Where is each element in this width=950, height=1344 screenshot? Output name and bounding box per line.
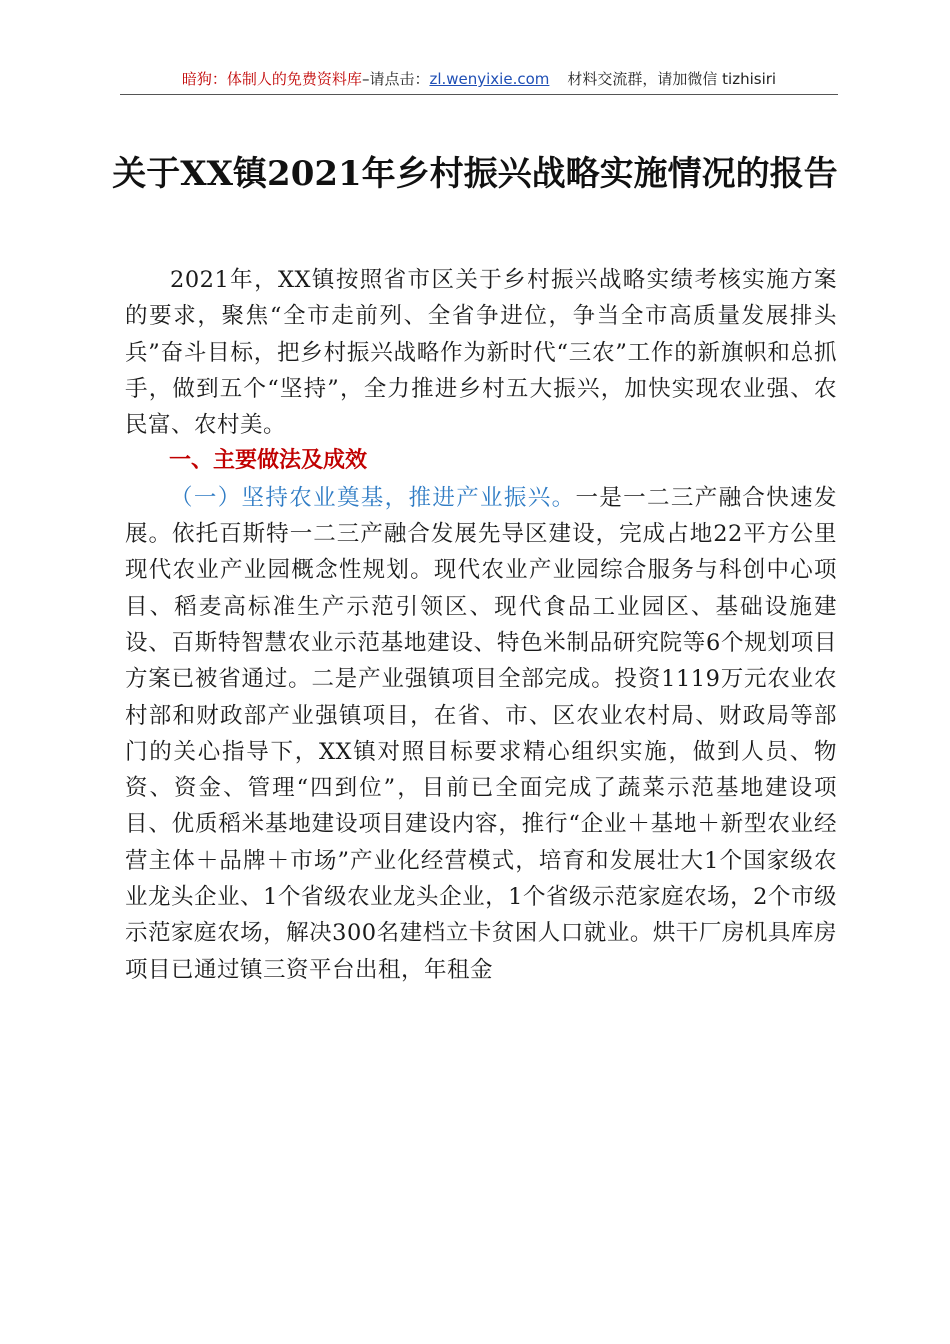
- intro-paragraph: 2021年，XX镇按照省市区关于乡村振兴战略实绩考核实施方案的要求，聚焦“全市走前列、全省争进位，争当全市高质量发展排头兵”奋斗目标，把乡村振兴战略作为新时代“三农”工作的新旗帜和总抓手，做到五个“坚持”，全力推进乡村五大振兴，加快实现农业强、农民富、农村美。: [125, 267, 837, 439]
- header-website-link[interactable]: zl.wenyixie.com: [429, 70, 550, 88]
- document-title: 关于XX镇2021年乡村振兴战略实施情况的报告: [112, 154, 838, 194]
- subsection-paragraph: [125, 480, 837, 988]
- document-body: [125, 262, 837, 988]
- subsection-text: 一是一二三产融合快速发展。依托百斯特一二三产融合发展先导区建设，完成占地22平方公里现代农业产业园概念性规划。现代农业产业园综合服务与科创中心项目、稻麦高标准生产示范引领区、现代食品工业园区、基础设施建设、百斯特智慧农业示范基地建设、特色米制品研究院等6个规划项目方案已被省通过。二是产业强镇项目全部完成。投资1119万元农业农村部和财政部产业强镇项目，在省、市、区农业农村局、财政局等部门的关心指导下，XX镇对照目标要求精心组织实施，做到人员、物资、资金、管理“四到位”，目前已全面完成了蔬菜示范基地建设项目、优质稻米基地建设项目建设内容，推行“企业＋基地＋新型农业经营主体＋品牌＋市场”产业化经营模式，培育和发展壮大1个国家级农业龙头企业、1个省级农业龙头企业，1个省级示范家庭农场，2个市级示范家庭农场，解决300名建档立卡贫困人口就业。烘干厂房机具库房项目已通过镇三资平台出租，年租金: [125, 484, 837, 983]
- page-header: [120, 64, 838, 95]
- header-click-prefix: –请点击：: [361, 70, 430, 88]
- header-wechat-note: 材料交流群，请加微信 tizhisiri: [567, 70, 777, 88]
- section-heading: 一、主要做法及成效: [169, 448, 368, 474]
- header-promo-text: 暗狗：体制人的免费资料库: [181, 70, 362, 88]
- subsection-heading: （一）坚持农业奠基，推进产业振兴。: [170, 484, 576, 511]
